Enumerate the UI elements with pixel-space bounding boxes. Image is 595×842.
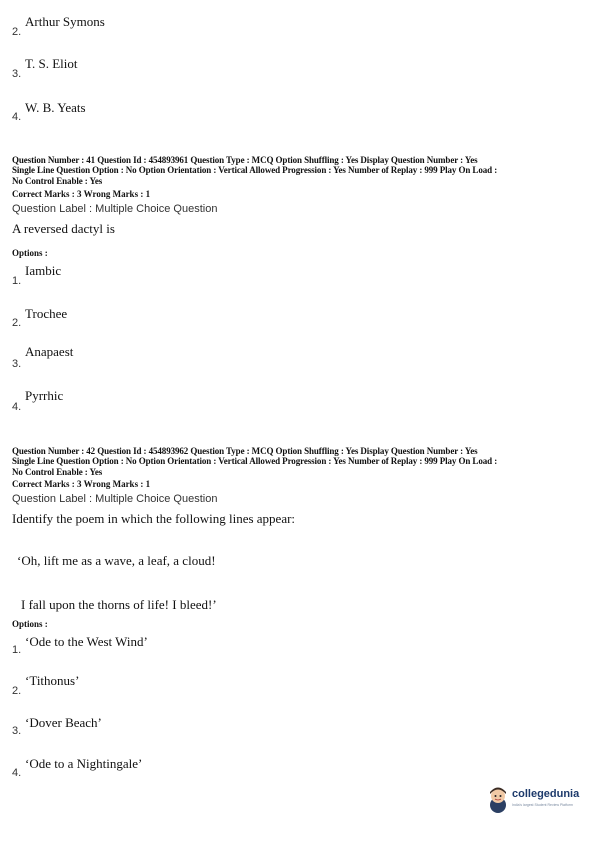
q41-marks: Correct Marks : 3 Wrong Marks : 1 <box>12 189 151 199</box>
q41-meta-line-2: Single Line Question Option : No Option Orientation : Vertical Allowed Progression : Yes Number of Replay : 999 Play On Load : <box>12 165 498 176</box>
q42-quote-line-2: I fall upon the thorns of life! I bleed!’ <box>21 597 217 612</box>
q42-option-3-text[interactable]: ‘Dover Beach’ <box>25 715 102 730</box>
q41-meta-line-1: Question Number : 41 Question Id : 454893961 Question Type : MCQ Option Shuffling : Yes Display Question Number : Yes <box>12 155 478 165</box>
q42-metadata <box>12 446 497 477</box>
q41-option-3-text[interactable]: Anapaest <box>25 344 74 359</box>
q41-option-1-number: 1. <box>12 275 22 287</box>
q42-question-label: Question Label : Multiple Choice Question <box>12 493 218 505</box>
q41-option-1-text[interactable]: Iambic <box>25 263 62 278</box>
prev-option-3-number: 3. <box>12 68 22 80</box>
prev-option-2-text[interactable]: Arthur Symons <box>25 14 105 29</box>
q42-quote-line-1: ‘Oh, lift me as a wave, a leaf, a cloud! <box>17 553 216 568</box>
q41-option-2-text[interactable]: Trochee <box>25 306 68 321</box>
q41-option-2-number: 2. <box>12 317 22 329</box>
q41-meta-line-3: No Control Enable : Yes <box>12 175 103 186</box>
q42-meta-line-1: Question Number : 42 Question Id : 454893962 Question Type : MCQ Option Shuffling : Yes Display Question Number : Yes <box>12 446 478 456</box>
collegedunia-logo <box>486 783 582 817</box>
q42-option-2-number: 2. <box>12 685 22 697</box>
q42-meta-line-3: No Control Enable : Yes <box>12 466 103 477</box>
logo-brand-text: collegedunia <box>512 788 580 800</box>
q42-marks: Correct Marks : 3 Wrong Marks : 1 <box>12 479 151 489</box>
q41-question-label: Question Label : Multiple Choice Question <box>12 203 218 215</box>
q42-option-4-text[interactable]: ‘Ode to a Nightingale’ <box>25 756 143 771</box>
q42-question-text: Identify the poem in which the following lines appear: <box>12 511 296 526</box>
q42-options-heading: Options : <box>12 619 48 629</box>
prev-option-2-number: 2. <box>12 26 22 38</box>
q41-metadata <box>12 155 497 186</box>
q41-option-4-number: 4. <box>12 401 22 413</box>
q42-meta-line-2: Single Line Question Option : No Option Orientation : Vertical Allowed Progression : Yes Number of Replay : 999 Play On Load : <box>12 456 498 467</box>
q41-option-4-text[interactable]: Pyrrhic <box>25 388 64 403</box>
logo-tagline: India's largest Student Review Platform <box>512 803 573 807</box>
q42-option-2-text[interactable]: ‘Tithonus’ <box>25 673 80 688</box>
q41-options-heading: Options : <box>12 248 48 258</box>
q42-option-1-number: 1. <box>12 644 22 656</box>
prev-option-3-text[interactable]: T. S. Eliot <box>25 56 78 71</box>
q42-option-3-number: 3. <box>12 725 22 737</box>
q42-option-4-number: 4. <box>12 767 22 779</box>
q41-question-text: A reversed dactyl is <box>12 221 115 236</box>
q42-option-1-text[interactable]: ‘Ode to the West Wind’ <box>25 634 148 649</box>
prev-option-4-number: 4. <box>12 111 22 123</box>
mascot-icon <box>486 785 510 815</box>
prev-option-4-text[interactable]: W. B. Yeats <box>25 100 86 115</box>
q41-option-3-number: 3. <box>12 358 22 370</box>
